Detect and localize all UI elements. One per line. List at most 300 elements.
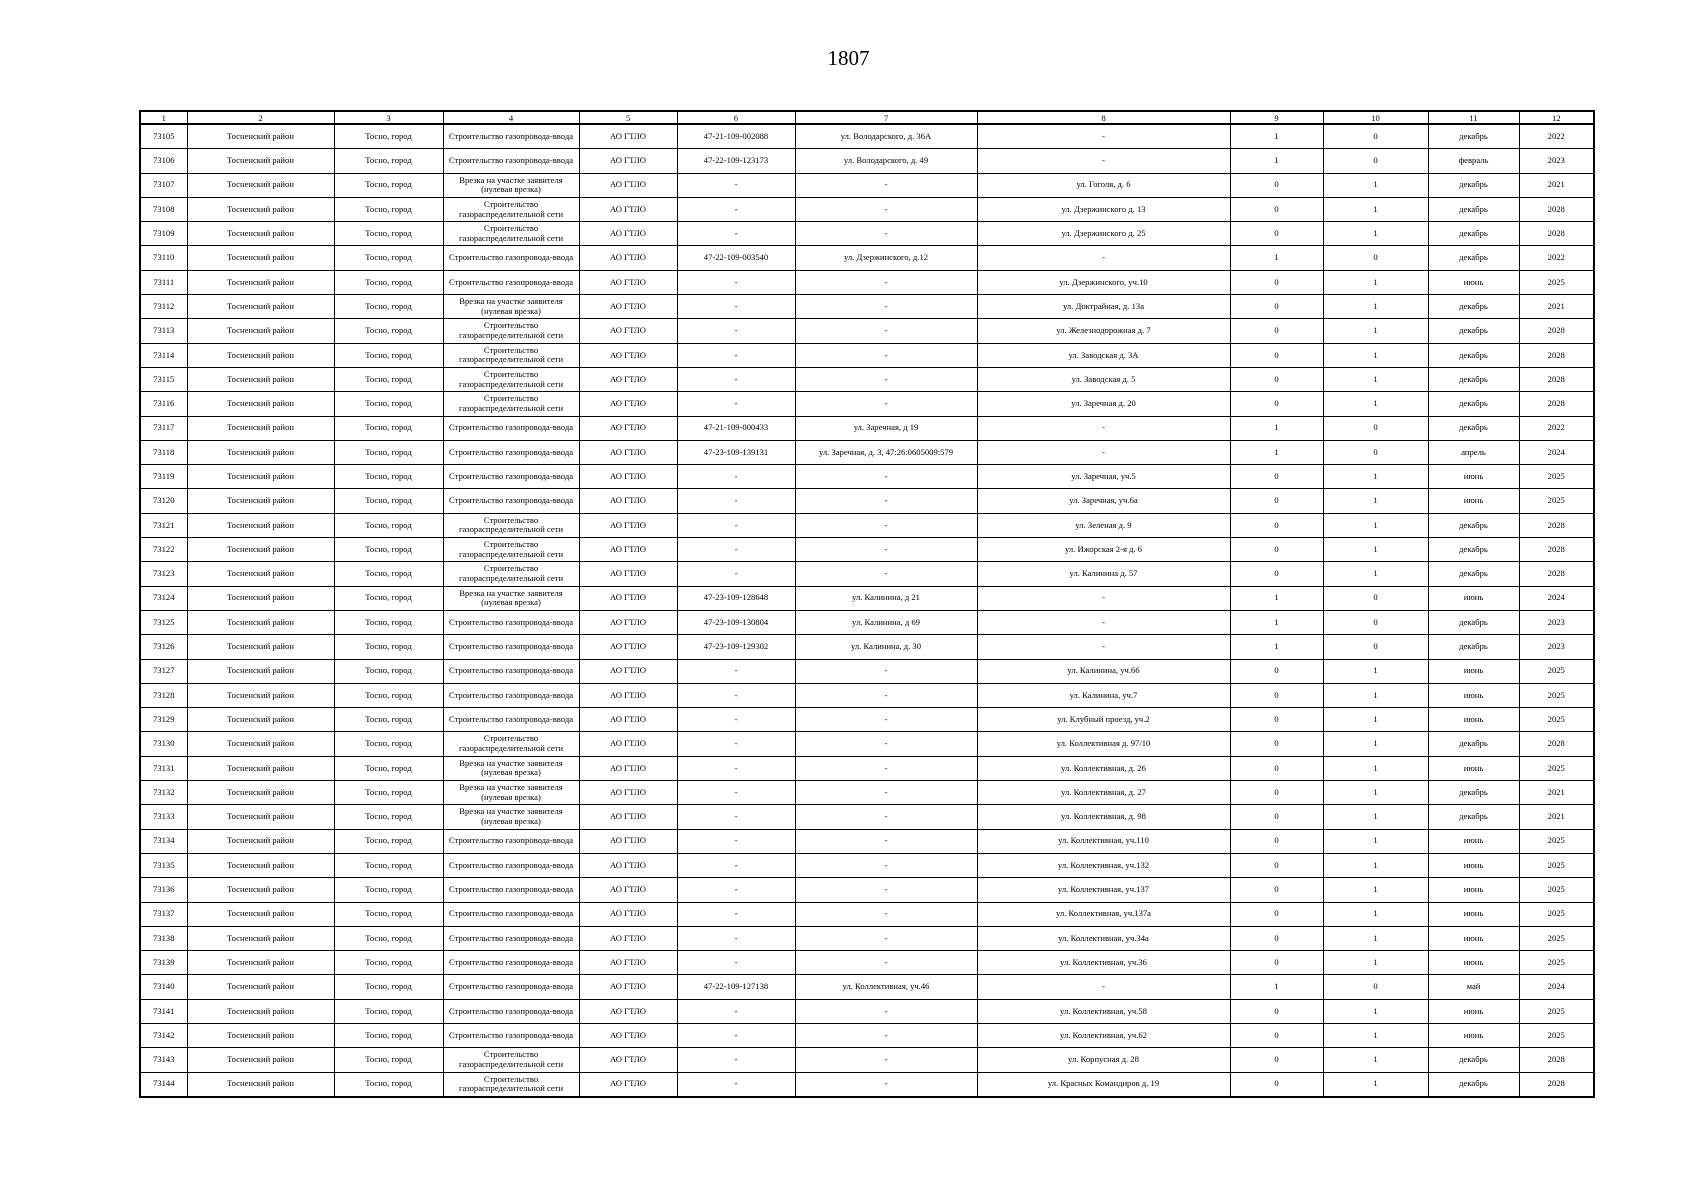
- work-type-cell: Строительство газопровода-ввода: [443, 465, 579, 489]
- settlement-cell: Тосно, город: [334, 610, 443, 634]
- count-cell-10: 1: [1323, 853, 1428, 877]
- district-cell: Тосненский район: [187, 659, 334, 683]
- month-cell: июнь: [1428, 756, 1519, 780]
- district-cell: Тосненский район: [187, 343, 334, 367]
- row-number-cell: 73126: [140, 635, 187, 659]
- table-row: [140, 708, 1594, 732]
- address-cell: -: [795, 562, 977, 586]
- row-number-cell: 73108: [140, 197, 187, 221]
- count-cell-10: 0: [1323, 416, 1428, 440]
- year-cell: 2028: [1519, 513, 1594, 537]
- settlement-cell: Тосно, город: [334, 732, 443, 756]
- settlement-cell: Тосно, город: [334, 343, 443, 367]
- count-cell-10: 0: [1323, 124, 1428, 149]
- settlement-cell: Тосно, город: [334, 367, 443, 391]
- organization-cell: АО ГТЛО: [579, 149, 677, 173]
- registry-number-cell: 47-23-109-139131: [677, 440, 795, 464]
- month-cell: июнь: [1428, 1023, 1519, 1047]
- registry-number-cell: -: [677, 538, 795, 562]
- organization-cell: АО ГТЛО: [579, 538, 677, 562]
- table-row: [140, 246, 1594, 270]
- settlement-cell: Тосно, город: [334, 781, 443, 805]
- year-cell: 2025: [1519, 951, 1594, 975]
- settlement-cell: Тосно, город: [334, 124, 443, 149]
- work-type-cell: Строительство газораспределительной сети: [443, 1048, 579, 1072]
- organization-cell: АО ГТЛО: [579, 246, 677, 270]
- count-cell-10: 1: [1323, 367, 1428, 391]
- row-number-cell: 73107: [140, 173, 187, 197]
- count-cell-10: 1: [1323, 805, 1428, 829]
- address-cell: -: [795, 538, 977, 562]
- column-header: 2: [187, 111, 334, 124]
- district-cell: Тосненский район: [187, 610, 334, 634]
- district-cell: Тосненский район: [187, 538, 334, 562]
- work-type-cell: Строительство газораспределительной сети: [443, 222, 579, 246]
- organization-cell: АО ГТЛО: [579, 756, 677, 780]
- settlement-cell: Тосно, город: [334, 489, 443, 513]
- count-cell-10: 1: [1323, 756, 1428, 780]
- count-cell-9: 0: [1230, 295, 1323, 319]
- count-cell-10: 1: [1323, 562, 1428, 586]
- row-number-cell: 73130: [140, 732, 187, 756]
- month-cell: декабрь: [1428, 610, 1519, 634]
- district-cell: Тосненский район: [187, 926, 334, 950]
- registry-number-cell: -: [677, 1023, 795, 1047]
- district-cell: Тосненский район: [187, 853, 334, 877]
- count-cell-10: 1: [1323, 1048, 1428, 1072]
- month-cell: декабрь: [1428, 367, 1519, 391]
- row-number-cell: 73138: [140, 926, 187, 950]
- work-type-cell: Строительство газораспределительной сети: [443, 732, 579, 756]
- planned-address-cell: ул. Коллективная, уч.137: [977, 878, 1230, 902]
- year-cell: 2025: [1519, 489, 1594, 513]
- organization-cell: АО ГТЛО: [579, 319, 677, 343]
- count-cell-9: 0: [1230, 902, 1323, 926]
- month-cell: июнь: [1428, 270, 1519, 294]
- count-cell-9: 0: [1230, 1072, 1323, 1097]
- organization-cell: АО ГТЛО: [579, 999, 677, 1023]
- planned-address-cell: ул. Коллективная, д. 26: [977, 756, 1230, 780]
- month-cell: июнь: [1428, 878, 1519, 902]
- settlement-cell: Тосно, город: [334, 1072, 443, 1097]
- planned-address-cell: ул. Гоголя, д. 6: [977, 173, 1230, 197]
- organization-cell: АО ГТЛО: [579, 197, 677, 221]
- year-cell: 2028: [1519, 392, 1594, 416]
- table-row: [140, 270, 1594, 294]
- settlement-cell: Тосно, город: [334, 853, 443, 877]
- settlement-cell: Тосно, город: [334, 270, 443, 294]
- count-cell-10: 1: [1323, 197, 1428, 221]
- work-type-cell: Строительство газопровода-ввода: [443, 878, 579, 902]
- registry-number-cell: -: [677, 708, 795, 732]
- table-row: [140, 878, 1594, 902]
- address-cell: ул. Калинина, д 69: [795, 610, 977, 634]
- address-cell: ул. Коллективная, уч.46: [795, 975, 977, 999]
- registry-number-cell: 47-23-109-129302: [677, 635, 795, 659]
- address-cell: -: [795, 367, 977, 391]
- registry-number-cell: 47-22-109-123173: [677, 149, 795, 173]
- registry-number-cell: -: [677, 367, 795, 391]
- organization-cell: АО ГТЛО: [579, 902, 677, 926]
- column-header: 11: [1428, 111, 1519, 124]
- address-cell: -: [795, 343, 977, 367]
- organization-cell: АО ГТЛО: [579, 173, 677, 197]
- count-cell-9: 1: [1230, 586, 1323, 610]
- count-cell-9: 0: [1230, 683, 1323, 707]
- address-cell: -: [795, 659, 977, 683]
- planned-address-cell: -: [977, 246, 1230, 270]
- registry-number-cell: -: [677, 222, 795, 246]
- planned-address-cell: ул. Коллективная, уч.110: [977, 829, 1230, 853]
- settlement-cell: Тосно, город: [334, 538, 443, 562]
- registry-number-cell: -: [677, 343, 795, 367]
- registry-number-cell: -: [677, 829, 795, 853]
- district-cell: Тосненский район: [187, 805, 334, 829]
- planned-address-cell: ул. Дзержинского д. 25: [977, 222, 1230, 246]
- planned-address-cell: -: [977, 975, 1230, 999]
- year-cell: 2021: [1519, 781, 1594, 805]
- count-cell-10: 0: [1323, 440, 1428, 464]
- month-cell: июнь: [1428, 586, 1519, 610]
- organization-cell: АО ГТЛО: [579, 926, 677, 950]
- organization-cell: АО ГТЛО: [579, 392, 677, 416]
- count-cell-9: 1: [1230, 124, 1323, 149]
- organization-cell: АО ГТЛО: [579, 610, 677, 634]
- count-cell-9: 0: [1230, 562, 1323, 586]
- year-cell: 2025: [1519, 999, 1594, 1023]
- work-type-cell: Строительство газопровода-ввода: [443, 951, 579, 975]
- work-type-cell: Строительство газопровода-ввода: [443, 489, 579, 513]
- settlement-cell: Тосно, город: [334, 586, 443, 610]
- row-number-cell: 73123: [140, 562, 187, 586]
- district-cell: Тосненский район: [187, 149, 334, 173]
- table-row: [140, 149, 1594, 173]
- month-cell: июнь: [1428, 951, 1519, 975]
- column-header: 5: [579, 111, 677, 124]
- address-cell: -: [795, 197, 977, 221]
- planned-address-cell: ул. Калинина, уч.7: [977, 683, 1230, 707]
- settlement-cell: Тосно, город: [334, 951, 443, 975]
- month-cell: декабрь: [1428, 562, 1519, 586]
- address-cell: -: [795, 708, 977, 732]
- settlement-cell: Тосно, город: [334, 975, 443, 999]
- row-number-cell: 73120: [140, 489, 187, 513]
- address-cell: -: [795, 513, 977, 537]
- table-row: [140, 635, 1594, 659]
- organization-cell: АО ГТЛО: [579, 781, 677, 805]
- row-number-cell: 73117: [140, 416, 187, 440]
- work-type-cell: Строительство газопровода-ввода: [443, 635, 579, 659]
- district-cell: Тосненский район: [187, 392, 334, 416]
- column-header: 1: [140, 111, 187, 124]
- count-cell-9: 0: [1230, 829, 1323, 853]
- registry-number-cell: 47-22-109-003540: [677, 246, 795, 270]
- work-type-cell: Строительство газопровода-ввода: [443, 270, 579, 294]
- count-cell-9: 1: [1230, 149, 1323, 173]
- planned-address-cell: ул. Заречная, уч.6а: [977, 489, 1230, 513]
- address-cell: -: [795, 270, 977, 294]
- address-cell: -: [795, 319, 977, 343]
- settlement-cell: Тосно, город: [334, 246, 443, 270]
- settlement-cell: Тосно, город: [334, 392, 443, 416]
- month-cell: декабрь: [1428, 295, 1519, 319]
- organization-cell: АО ГТЛО: [579, 367, 677, 391]
- table-row: [140, 951, 1594, 975]
- planned-address-cell: ул. Коллективная, уч.34а: [977, 926, 1230, 950]
- month-cell: июнь: [1428, 853, 1519, 877]
- year-cell: 2025: [1519, 926, 1594, 950]
- address-cell: -: [795, 489, 977, 513]
- count-cell-9: 0: [1230, 805, 1323, 829]
- organization-cell: АО ГТЛО: [579, 270, 677, 294]
- year-cell: 2025: [1519, 829, 1594, 853]
- planned-address-cell: ул. Клубный проезд, уч.2: [977, 708, 1230, 732]
- district-cell: Тосненский район: [187, 513, 334, 537]
- count-cell-10: 1: [1323, 926, 1428, 950]
- district-cell: Тосненский район: [187, 1072, 334, 1097]
- month-cell: декабрь: [1428, 222, 1519, 246]
- count-cell-10: 1: [1323, 1023, 1428, 1047]
- registry-number-cell: -: [677, 392, 795, 416]
- count-cell-9: 1: [1230, 635, 1323, 659]
- row-number-cell: 73111: [140, 270, 187, 294]
- district-cell: Тосненский район: [187, 975, 334, 999]
- settlement-cell: Тосно, город: [334, 173, 443, 197]
- month-cell: июнь: [1428, 489, 1519, 513]
- column-header: 4: [443, 111, 579, 124]
- table-row: [140, 659, 1594, 683]
- work-type-cell: Строительство газораспределительной сети: [443, 319, 579, 343]
- work-type-cell: Строительство газопровода-ввода: [443, 1023, 579, 1047]
- planned-address-cell: ул. Коллективная, уч.137а: [977, 902, 1230, 926]
- year-cell: 2028: [1519, 319, 1594, 343]
- count-cell-10: 0: [1323, 975, 1428, 999]
- registry-number-cell: -: [677, 926, 795, 950]
- count-cell-10: 1: [1323, 270, 1428, 294]
- planned-address-cell: -: [977, 610, 1230, 634]
- planned-address-cell: -: [977, 635, 1230, 659]
- count-cell-9: 0: [1230, 999, 1323, 1023]
- count-cell-9: 1: [1230, 246, 1323, 270]
- registry-number-cell: -: [677, 951, 795, 975]
- count-cell-9: 0: [1230, 781, 1323, 805]
- count-cell-9: 1: [1230, 440, 1323, 464]
- registry-number-cell: -: [677, 1048, 795, 1072]
- planned-address-cell: ул. Доктрайная, д. 13а: [977, 295, 1230, 319]
- month-cell: декабрь: [1428, 781, 1519, 805]
- count-cell-9: 0: [1230, 319, 1323, 343]
- table-row: [140, 416, 1594, 440]
- table-row: [140, 756, 1594, 780]
- settlement-cell: Тосно, город: [334, 902, 443, 926]
- work-type-cell: Строительство газопровода-ввода: [443, 683, 579, 707]
- organization-cell: АО ГТЛО: [579, 805, 677, 829]
- address-cell: ул. Заречная, д 19: [795, 416, 977, 440]
- table-row: [140, 1072, 1594, 1097]
- table-row: [140, 1048, 1594, 1072]
- year-cell: 2025: [1519, 1023, 1594, 1047]
- district-cell: Тосненский район: [187, 708, 334, 732]
- year-cell: 2023: [1519, 610, 1594, 634]
- row-number-cell: 73139: [140, 951, 187, 975]
- month-cell: июнь: [1428, 465, 1519, 489]
- district-cell: Тосненский район: [187, 756, 334, 780]
- address-cell: -: [795, 853, 977, 877]
- table-row: [140, 853, 1594, 877]
- address-cell: ул. Володарского, д. 49: [795, 149, 977, 173]
- district-cell: Тосненский район: [187, 1023, 334, 1047]
- row-number-cell: 73112: [140, 295, 187, 319]
- month-cell: декабрь: [1428, 416, 1519, 440]
- work-type-cell: Строительство газораспределительной сети: [443, 1072, 579, 1097]
- planned-address-cell: ул. Красных Командиров д. 19: [977, 1072, 1230, 1097]
- table-row: [140, 902, 1594, 926]
- month-cell: февраль: [1428, 149, 1519, 173]
- table-row: [140, 392, 1594, 416]
- settlement-cell: Тосно, город: [334, 562, 443, 586]
- settlement-cell: Тосно, город: [334, 149, 443, 173]
- address-cell: ул. Заречная, д. 3, 47:26:0605009:579: [795, 440, 977, 464]
- organization-cell: АО ГТЛО: [579, 829, 677, 853]
- organization-cell: АО ГТЛО: [579, 586, 677, 610]
- district-cell: Тосненский район: [187, 683, 334, 707]
- row-number-cell: 73136: [140, 878, 187, 902]
- row-number-cell: 73127: [140, 659, 187, 683]
- work-type-cell: Строительство газопровода-ввода: [443, 975, 579, 999]
- year-cell: 2024: [1519, 440, 1594, 464]
- count-cell-9: 0: [1230, 513, 1323, 537]
- settlement-cell: Тосно, город: [334, 926, 443, 950]
- year-cell: 2028: [1519, 1048, 1594, 1072]
- row-number-cell: 73135: [140, 853, 187, 877]
- month-cell: декабрь: [1428, 319, 1519, 343]
- address-cell: -: [795, 1072, 977, 1097]
- column-header: 7: [795, 111, 977, 124]
- month-cell: май: [1428, 975, 1519, 999]
- address-cell: -: [795, 756, 977, 780]
- count-cell-10: 1: [1323, 222, 1428, 246]
- table-row: [140, 781, 1594, 805]
- planned-address-cell: ул. Калинина д. 57: [977, 562, 1230, 586]
- work-type-cell: Строительство газопровода-ввода: [443, 610, 579, 634]
- planned-address-cell: ул. Заводская д. 5: [977, 367, 1230, 391]
- row-number-cell: 73105: [140, 124, 187, 149]
- table-header: [140, 111, 1594, 124]
- address-cell: ул. Володарского, д. 36А: [795, 124, 977, 149]
- table-row: [140, 440, 1594, 464]
- row-number-cell: 73133: [140, 805, 187, 829]
- month-cell: декабрь: [1428, 805, 1519, 829]
- row-number-cell: 73121: [140, 513, 187, 537]
- month-cell: декабрь: [1428, 197, 1519, 221]
- registry-number-cell: -: [677, 270, 795, 294]
- count-cell-9: 0: [1230, 659, 1323, 683]
- planned-address-cell: -: [977, 416, 1230, 440]
- table-row: [140, 222, 1594, 246]
- settlement-cell: Тосно, город: [334, 222, 443, 246]
- planned-address-cell: -: [977, 440, 1230, 464]
- work-type-cell: Строительство газопровода-ввода: [443, 853, 579, 877]
- header-row: [140, 111, 1594, 124]
- work-type-cell: Строительство газопровода-ввода: [443, 999, 579, 1023]
- planned-address-cell: -: [977, 586, 1230, 610]
- year-cell: 2021: [1519, 173, 1594, 197]
- year-cell: 2025: [1519, 708, 1594, 732]
- month-cell: июнь: [1428, 999, 1519, 1023]
- row-number-cell: 73124: [140, 586, 187, 610]
- year-cell: 2025: [1519, 683, 1594, 707]
- count-cell-10: 1: [1323, 343, 1428, 367]
- count-cell-9: 1: [1230, 610, 1323, 634]
- table-row: [140, 999, 1594, 1023]
- address-cell: -: [795, 465, 977, 489]
- planned-address-cell: ул. Коллективная, д. 98: [977, 805, 1230, 829]
- organization-cell: АО ГТЛО: [579, 440, 677, 464]
- work-type-cell: Врезка на участке заявителя (нулевая врезка): [443, 586, 579, 610]
- month-cell: июнь: [1428, 829, 1519, 853]
- count-cell-9: 0: [1230, 926, 1323, 950]
- settlement-cell: Тосно, город: [334, 683, 443, 707]
- organization-cell: АО ГТЛО: [579, 878, 677, 902]
- organization-cell: АО ГТЛО: [579, 635, 677, 659]
- column-header: 6: [677, 111, 795, 124]
- registry-number-cell: -: [677, 902, 795, 926]
- column-header: 8: [977, 111, 1230, 124]
- table-row: [140, 926, 1594, 950]
- column-header: 9: [1230, 111, 1323, 124]
- count-cell-10: 1: [1323, 708, 1428, 732]
- district-cell: Тосненский район: [187, 999, 334, 1023]
- work-type-cell: Строительство газопровода-ввода: [443, 708, 579, 732]
- table-row: [140, 295, 1594, 319]
- settlement-cell: Тосно, город: [334, 999, 443, 1023]
- row-number-cell: 73132: [140, 781, 187, 805]
- count-cell-10: 1: [1323, 902, 1428, 926]
- row-number-cell: 73131: [140, 756, 187, 780]
- planned-address-cell: ул. Зеленая д. 9: [977, 513, 1230, 537]
- row-number-cell: 73115: [140, 367, 187, 391]
- count-cell-9: 0: [1230, 853, 1323, 877]
- year-cell: 2025: [1519, 756, 1594, 780]
- table-row: [140, 732, 1594, 756]
- organization-cell: АО ГТЛО: [579, 562, 677, 586]
- row-number-cell: 73106: [140, 149, 187, 173]
- count-cell-10: 1: [1323, 513, 1428, 537]
- year-cell: 2024: [1519, 975, 1594, 999]
- organization-cell: АО ГТЛО: [579, 416, 677, 440]
- registry-number-cell: -: [677, 489, 795, 513]
- month-cell: декабрь: [1428, 732, 1519, 756]
- month-cell: декабрь: [1428, 124, 1519, 149]
- count-cell-9: 0: [1230, 878, 1323, 902]
- settlement-cell: Тосно, город: [334, 319, 443, 343]
- count-cell-10: 1: [1323, 781, 1428, 805]
- table-row: [140, 319, 1594, 343]
- year-cell: 2023: [1519, 635, 1594, 659]
- row-number-cell: 73143: [140, 1048, 187, 1072]
- district-cell: Тосненский район: [187, 319, 334, 343]
- row-number-cell: 73110: [140, 246, 187, 270]
- row-number-cell: 73122: [140, 538, 187, 562]
- work-type-cell: Строительство газопровода-ввода: [443, 149, 579, 173]
- year-cell: 2023: [1519, 149, 1594, 173]
- organization-cell: АО ГТЛО: [579, 732, 677, 756]
- count-cell-9: 0: [1230, 197, 1323, 221]
- work-type-cell: Строительство газораспределительной сети: [443, 343, 579, 367]
- count-cell-9: 0: [1230, 173, 1323, 197]
- planned-address-cell: ул. Коллективная, уч.62: [977, 1023, 1230, 1047]
- registry-number-cell: -: [677, 659, 795, 683]
